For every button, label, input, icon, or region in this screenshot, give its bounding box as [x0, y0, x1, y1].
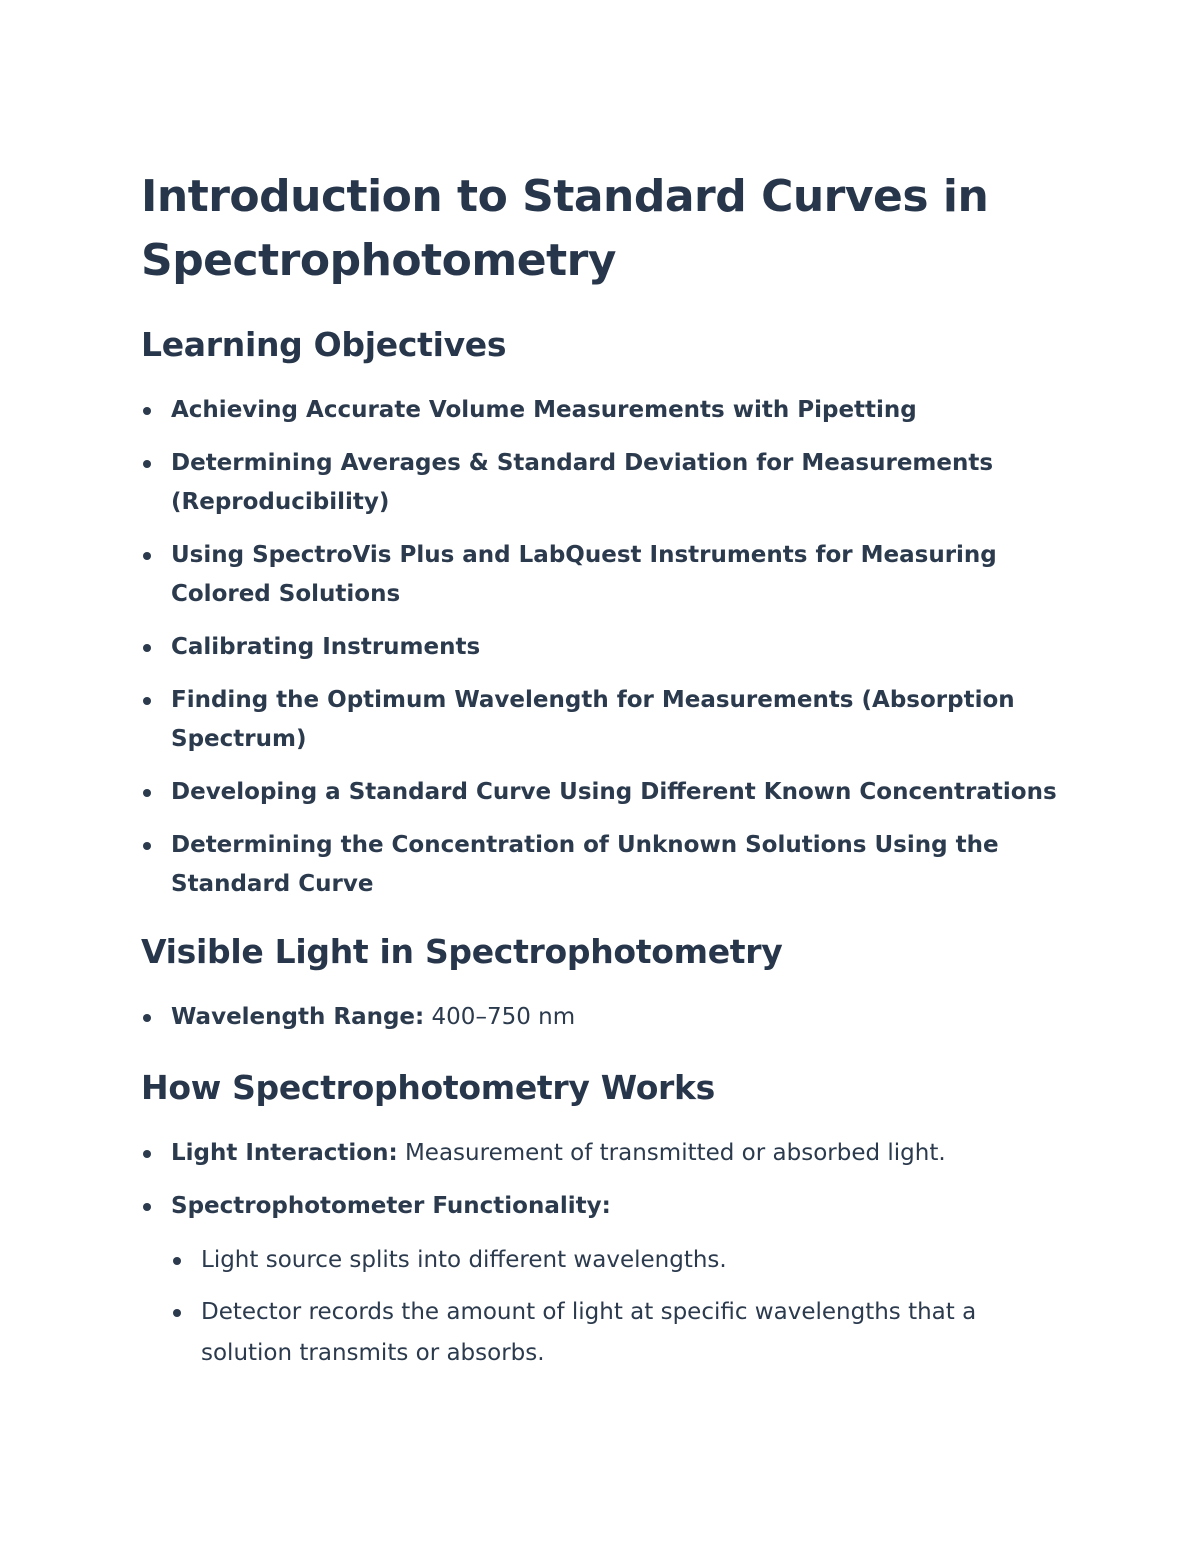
list-item: Calibrating Instruments	[141, 628, 1061, 667]
list-item: Developing a Standard Curve Using Different Known Concentrations	[141, 773, 1061, 812]
nested-list	[171, 1240, 1061, 1374]
nested-list-item: Detector records the amount of light at specific wavelengths that a solution transmits or absorbs.	[171, 1292, 1061, 1374]
item-label: Wavelength Range:	[171, 1004, 425, 1030]
list-item: Determining Averages & Standard Deviation for Measurements (Reproducibility)	[141, 444, 1061, 522]
document-page	[141, 165, 1061, 1374]
learning-objectives-list	[141, 391, 1061, 904]
list-item	[141, 1134, 1061, 1173]
item-text: 400–750 nm	[424, 1004, 576, 1030]
item-label: Light Interaction:	[171, 1140, 398, 1166]
nested-list-item: Light source splits into different wavelengths.	[171, 1240, 1061, 1281]
list-item	[141, 1187, 1061, 1374]
list-item: Achieving Accurate Volume Measurements with Pipetting	[141, 391, 1061, 430]
section-heading-how-it-works: How Spectrophotometry Works	[141, 1068, 716, 1107]
how-it-works-list	[141, 1134, 1061, 1374]
list-item: Determining the Concentration of Unknown Solutions Using the Standard Curve	[141, 826, 1061, 904]
item-text: Measurement of transmitted or absorbed light.	[397, 1140, 946, 1166]
page-title: Introduction to Standard Curves in Spectrophotometry	[141, 171, 989, 286]
list-item	[141, 998, 1061, 1037]
item-label: Spectrophotometer Functionality:	[171, 1193, 611, 1219]
list-item: Using SpectroVis Plus and LabQuest Instruments for Measuring Colored Solutions	[141, 536, 1061, 614]
list-item: Finding the Optimum Wavelength for Measurements (Absorption Spectrum)	[141, 681, 1061, 759]
visible-light-list	[141, 998, 1061, 1037]
section-heading-learning-objectives: Learning Objectives	[141, 325, 507, 364]
section-heading-visible-light: Visible Light in Spectrophotometry	[141, 932, 783, 971]
